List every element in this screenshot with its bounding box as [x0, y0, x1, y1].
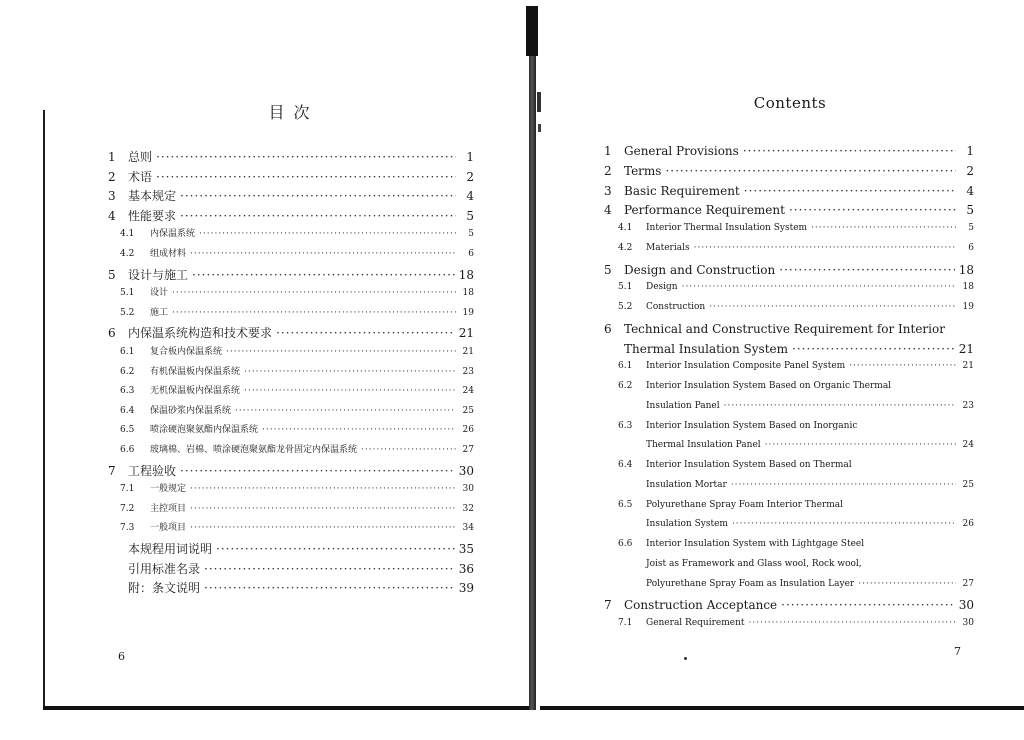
toc-entry-page: 32 — [462, 503, 474, 514]
toc-leader-dots — [180, 189, 456, 203]
toc-entry-label: 附：条文说明 — [128, 581, 201, 596]
toc-entry-label: Technical and Constructive Requirement for Interior — [624, 321, 945, 336]
page-number-left: 6 — [118, 650, 125, 663]
toc-entry-label: Interior Insulation System with Lightgage Steel — [646, 539, 865, 549]
toc-leader-dots — [180, 464, 455, 478]
toc-entry — [618, 361, 974, 381]
toc-leader-dots — [792, 342, 955, 356]
toc-entry — [604, 164, 974, 184]
toc-entry-number: 2 — [604, 163, 612, 178]
toc-entry-number: 7 — [604, 598, 612, 613]
toc-leader-dots — [216, 542, 455, 556]
toc-entry-number: 6.1 — [618, 361, 633, 372]
toc-entry-page: 34 — [462, 523, 474, 534]
toc-entry — [618, 480, 974, 500]
toc-entry — [618, 282, 974, 302]
toc-entry — [108, 266, 474, 286]
toc-entry-number: 6.4 — [120, 405, 135, 416]
page-bottom-edge — [43, 706, 530, 710]
toc-entry-label: 主控项目 — [150, 503, 187, 514]
toc-entry — [618, 302, 974, 322]
toc-entry-page: 21 — [462, 347, 474, 357]
toc-leader-dots — [743, 144, 956, 158]
toc-entry-page: 19 — [462, 307, 474, 318]
toc-entry — [120, 226, 474, 246]
toc-entry-number: 5.2 — [120, 307, 135, 318]
toc-entry — [618, 421, 974, 441]
toc-entry-label: Terms — [624, 163, 662, 178]
toc-entry-label: Interior Insulation Composite Panel System — [646, 361, 846, 372]
toc-leader-dots — [789, 203, 956, 217]
toc-entry-label: Materials — [646, 242, 690, 253]
toc-entry-number: 4 — [604, 203, 612, 218]
toc-leader-dots — [732, 519, 956, 529]
toc-entry-number: 5 — [108, 267, 116, 282]
toc-leader-dots — [682, 282, 956, 292]
toc-entry-label: 无机保温板内保温系统 — [150, 386, 241, 397]
toc-entry-label: Interior Insulation System Based on Thermal — [646, 460, 852, 470]
toc-entry — [618, 460, 974, 480]
toc-entry — [108, 324, 474, 344]
toc-entry-number: 6 — [108, 326, 116, 341]
toc-leader-dots — [199, 229, 456, 239]
toc-leader-dots — [172, 308, 456, 318]
toc-entry-page: 23 — [462, 366, 474, 377]
toc-leader-dots — [361, 445, 456, 455]
toc-entry — [618, 243, 974, 263]
toc-entry-number: 6.1 — [120, 347, 135, 357]
toc-entry-page: 6 — [468, 249, 474, 259]
toc-entry-page: 21 — [962, 361, 974, 372]
toc-entry-page: 39 — [458, 581, 474, 596]
toc-entry-number: 1 — [108, 150, 116, 164]
spine-mark — [538, 124, 541, 132]
toc-entry-label: Polyurethane Spray Foam as Insulation Layer — [646, 578, 855, 589]
toc-entry-page: 2 — [466, 169, 474, 184]
toc-entry — [604, 144, 974, 164]
toc-entry-number: 6.6 — [618, 539, 633, 549]
toc-leader-dots — [276, 326, 455, 340]
paper-speck — [684, 657, 687, 660]
toc-entry — [120, 481, 474, 501]
toc-entry-number: 6.3 — [618, 420, 633, 431]
toc-entry — [120, 422, 474, 442]
toc-entry — [120, 246, 474, 266]
toc-entry-page: 21 — [958, 341, 974, 356]
toc-leader-dots — [694, 243, 956, 253]
toc-entry-page: 24 — [462, 386, 474, 397]
toc-entry — [108, 148, 474, 168]
toc-entry-number: 6 — [604, 321, 612, 336]
toc-entry — [108, 207, 474, 227]
toc-entry-page: 30 — [962, 618, 974, 628]
toc-entry-label: Insulation System — [646, 519, 728, 530]
toc-leader-dots — [724, 401, 956, 411]
toc-leader-dots — [731, 480, 956, 490]
toc-entry-label: 一般规定 — [150, 484, 187, 495]
toc-leader-dots — [192, 268, 455, 282]
toc-entry — [618, 539, 974, 559]
toc-entry-page: 25 — [462, 405, 474, 416]
toc-leader-dots — [190, 249, 456, 259]
toc-entry-label: Performance Requirement — [624, 203, 785, 218]
toc-leader-dots — [849, 361, 956, 371]
toc-leader-dots — [765, 440, 956, 450]
page-edge — [43, 110, 45, 710]
right-page-title: Contents — [753, 94, 827, 112]
toc-entry-page: 18 — [958, 262, 974, 277]
toc-leader-dots — [244, 386, 456, 396]
toc-entry-number: 6.5 — [618, 499, 633, 510]
toc-entry-label: 复合板内保温系统 — [150, 347, 223, 357]
spine-mark — [537, 92, 541, 112]
toc-entry-label: 引用标准名录 — [128, 561, 201, 576]
toc-entry-label: 组成材料 — [150, 249, 187, 259]
toc-entry-label: Insulation Panel — [646, 400, 720, 411]
toc-entry-page: 18 — [462, 288, 474, 299]
toc-entry-label: Insulation Mortar — [646, 479, 727, 490]
toc-entry — [604, 184, 974, 204]
toc-entry-label: Thermal Insulation System — [624, 341, 788, 356]
toc-entry-label: 总则 — [128, 150, 153, 164]
toc-entry-label: 保温砂浆内保温系统 — [150, 405, 232, 416]
toc-entry — [120, 501, 474, 521]
toc-leader-dots — [156, 170, 456, 184]
toc-leader-dots — [180, 209, 456, 223]
toc-entry-page: 4 — [466, 189, 474, 204]
toc-leader-dots — [709, 302, 956, 312]
toc-entry-label: 工程验收 — [128, 463, 177, 478]
toc-entry-page: 30 — [458, 463, 474, 478]
toc-leader-dots — [744, 184, 956, 198]
toc-entry-label: 有机保温板内保温系统 — [150, 366, 241, 377]
toc-leader-dots — [204, 581, 455, 595]
toc-entry-label: General Provisions — [624, 144, 739, 158]
toc-entry-label: Basic Requirement — [624, 183, 740, 198]
toc-entry-page: 18 — [962, 282, 974, 293]
toc-entry-label: 术语 — [128, 169, 153, 184]
toc-entry-label: 内保温系统构造和技术要求 — [128, 326, 273, 341]
toc-entry-page: 5 — [966, 203, 974, 218]
toc-entry-number: 6.6 — [120, 445, 135, 455]
toc-entry — [120, 364, 474, 384]
toc-entry-number: 4.1 — [618, 223, 633, 233]
toc-entry-label: Joist as Framework and Glass wool, Rock wool, — [646, 558, 862, 569]
toc-entry-number: 1 — [604, 144, 612, 158]
toc-entry-label: 喷涂硬泡聚氨酯内保温系统 — [150, 425, 259, 436]
toc-entry-number: 5 — [604, 262, 612, 277]
toc-entry-number: 3 — [108, 189, 116, 204]
toc-leader-dots — [858, 579, 956, 589]
toc-entry-label: Interior Insulation System Based on Inorganic — [646, 420, 858, 431]
toc-entry-label: Interior Thermal Insulation System — [646, 223, 808, 233]
toc-entry — [120, 403, 474, 423]
toc-entry-label: Design and Construction — [624, 262, 776, 277]
toc-entry — [120, 383, 474, 403]
toc-leader-dots — [235, 406, 456, 416]
toc-entry — [604, 203, 974, 223]
toc-entry-page: 27 — [462, 445, 474, 455]
toc-entry-page: 26 — [962, 519, 974, 530]
toc-leader-dots — [172, 288, 456, 298]
toc-leader-dots — [190, 523, 456, 533]
left-page-title: 目 次 — [268, 103, 312, 122]
toc-leader-dots — [204, 562, 455, 576]
toc-entry — [618, 440, 974, 460]
book-spine — [529, 8, 536, 710]
toc-entry — [120, 285, 474, 305]
toc-entry-label: Construction — [646, 302, 706, 312]
toc-leader-dots — [665, 164, 956, 178]
toc-entry — [108, 168, 474, 188]
toc-entry-label: Construction Acceptance — [624, 598, 778, 613]
toc-leader-dots — [262, 425, 456, 435]
toc-entry-page: 6 — [968, 242, 974, 253]
toc-entry — [618, 519, 974, 539]
toc-entry-label: Design — [646, 282, 678, 293]
toc-entry-number: 5.2 — [618, 302, 633, 312]
toc-entry-label: Polyurethane Spray Foam Interior Thermal — [646, 499, 843, 510]
spine-shadow — [526, 6, 538, 56]
toc-entry-number: 6.3 — [120, 386, 135, 397]
toc-leader-dots — [226, 347, 456, 357]
toc-entry — [120, 305, 474, 325]
page-bottom-edge — [540, 706, 1024, 710]
toc-entry-number: 7.1 — [618, 618, 633, 628]
toc-leader-dots — [749, 618, 957, 628]
toc-entry-label: 一般项目 — [150, 523, 187, 534]
toc-entry — [604, 322, 974, 342]
toc-entry-label: General Requirement — [646, 618, 745, 628]
page-number-right: 7 — [954, 645, 961, 658]
toc-entry-page: 23 — [962, 400, 974, 411]
toc-entry-page: 30 — [462, 484, 474, 495]
toc-entry-number: 3 — [604, 183, 612, 198]
toc-entry — [618, 223, 974, 243]
toc-entry — [120, 520, 474, 540]
toc-entry-page: 1 — [966, 144, 974, 158]
toc-entry — [618, 500, 974, 520]
toc-entry — [120, 344, 474, 364]
toc-entry-number: 5.1 — [120, 288, 135, 299]
toc-entry-page: 27 — [962, 578, 974, 589]
toc-entry-label: 内保温系统 — [150, 229, 196, 240]
toc-entry-page: 5 — [466, 208, 474, 223]
toc-entry-page: 19 — [962, 302, 974, 312]
toc-entry-number: 2 — [108, 169, 116, 184]
toc-entry-page: 4 — [966, 183, 974, 198]
toc-leader-dots — [190, 504, 456, 514]
toc-entry-number: 6.4 — [618, 460, 633, 470]
toc-entry-page: 30 — [958, 598, 974, 613]
toc-entry-page: 1 — [466, 150, 474, 164]
toc-entry-label: 设计 — [150, 288, 169, 299]
toc-leader-dots — [781, 598, 955, 612]
toc-entry-label: Interior Insulation System Based on Organic Thermal — [646, 381, 892, 391]
toc-entry-number: 4 — [108, 208, 116, 223]
toc-entry-page: 5 — [468, 229, 474, 240]
toc-entry-number: 4.2 — [618, 242, 633, 253]
toc-entry — [108, 187, 474, 207]
toc-entry — [618, 401, 974, 421]
toc-leader-dots — [811, 223, 956, 233]
toc-entry-number: 7.1 — [120, 484, 135, 495]
toc-entry-number: 7 — [108, 463, 116, 478]
toc-entry — [618, 381, 974, 401]
toc-entry-page: 2 — [966, 163, 974, 178]
toc-entry-label: 基本规定 — [128, 189, 177, 204]
toc-entry-number: 6.2 — [120, 366, 135, 377]
toc-entry-number: 5.1 — [618, 282, 633, 293]
toc-entry-number: 4.1 — [120, 229, 135, 240]
toc-entry-label: 设计与施工 — [128, 267, 189, 282]
toc-entry-number: 7.3 — [120, 523, 135, 534]
toc-entry-page: 36 — [458, 561, 474, 576]
toc-leader-dots — [190, 484, 456, 494]
toc-entry — [120, 442, 474, 462]
toc-entry-number: 7.2 — [120, 503, 135, 514]
toc-entry — [108, 560, 474, 580]
toc-entry — [604, 342, 974, 362]
toc-entry-label: 施工 — [150, 307, 169, 318]
toc-leader-dots — [244, 367, 456, 377]
toc-entry — [604, 263, 974, 283]
toc-entry — [604, 598, 974, 618]
toc-entry-number: 4.2 — [120, 249, 135, 259]
toc-entry-label: 性能要求 — [128, 208, 177, 223]
toc-entry-page: 35 — [458, 542, 474, 556]
toc-entry — [618, 579, 974, 599]
toc-entry-page: 5 — [968, 223, 974, 233]
toc-leader-dots — [779, 263, 954, 277]
toc-entry — [108, 540, 474, 560]
toc-entry-page: 26 — [462, 425, 474, 436]
toc-entry-label: Thermal Insulation Panel — [646, 440, 761, 451]
toc-entry-page: 25 — [962, 479, 974, 490]
toc-entry — [108, 579, 474, 599]
toc-entry — [618, 618, 974, 638]
toc-entry — [618, 559, 974, 579]
toc-entry-page: 18 — [458, 267, 474, 282]
toc-leader-dots — [156, 150, 456, 164]
toc-entry — [108, 462, 474, 482]
toc-entry-number: 6.5 — [120, 425, 135, 436]
toc-entry-number: 6.2 — [618, 381, 633, 391]
toc-entry-page: 21 — [458, 326, 474, 341]
toc-entry-label: 本规程用词说明 — [128, 542, 213, 556]
toc-entry-label: 玻璃棉、岩棉、喷涂硬泡聚氨酯龙骨固定内保温系统 — [150, 445, 358, 455]
toc-entry-page: 24 — [962, 440, 974, 451]
